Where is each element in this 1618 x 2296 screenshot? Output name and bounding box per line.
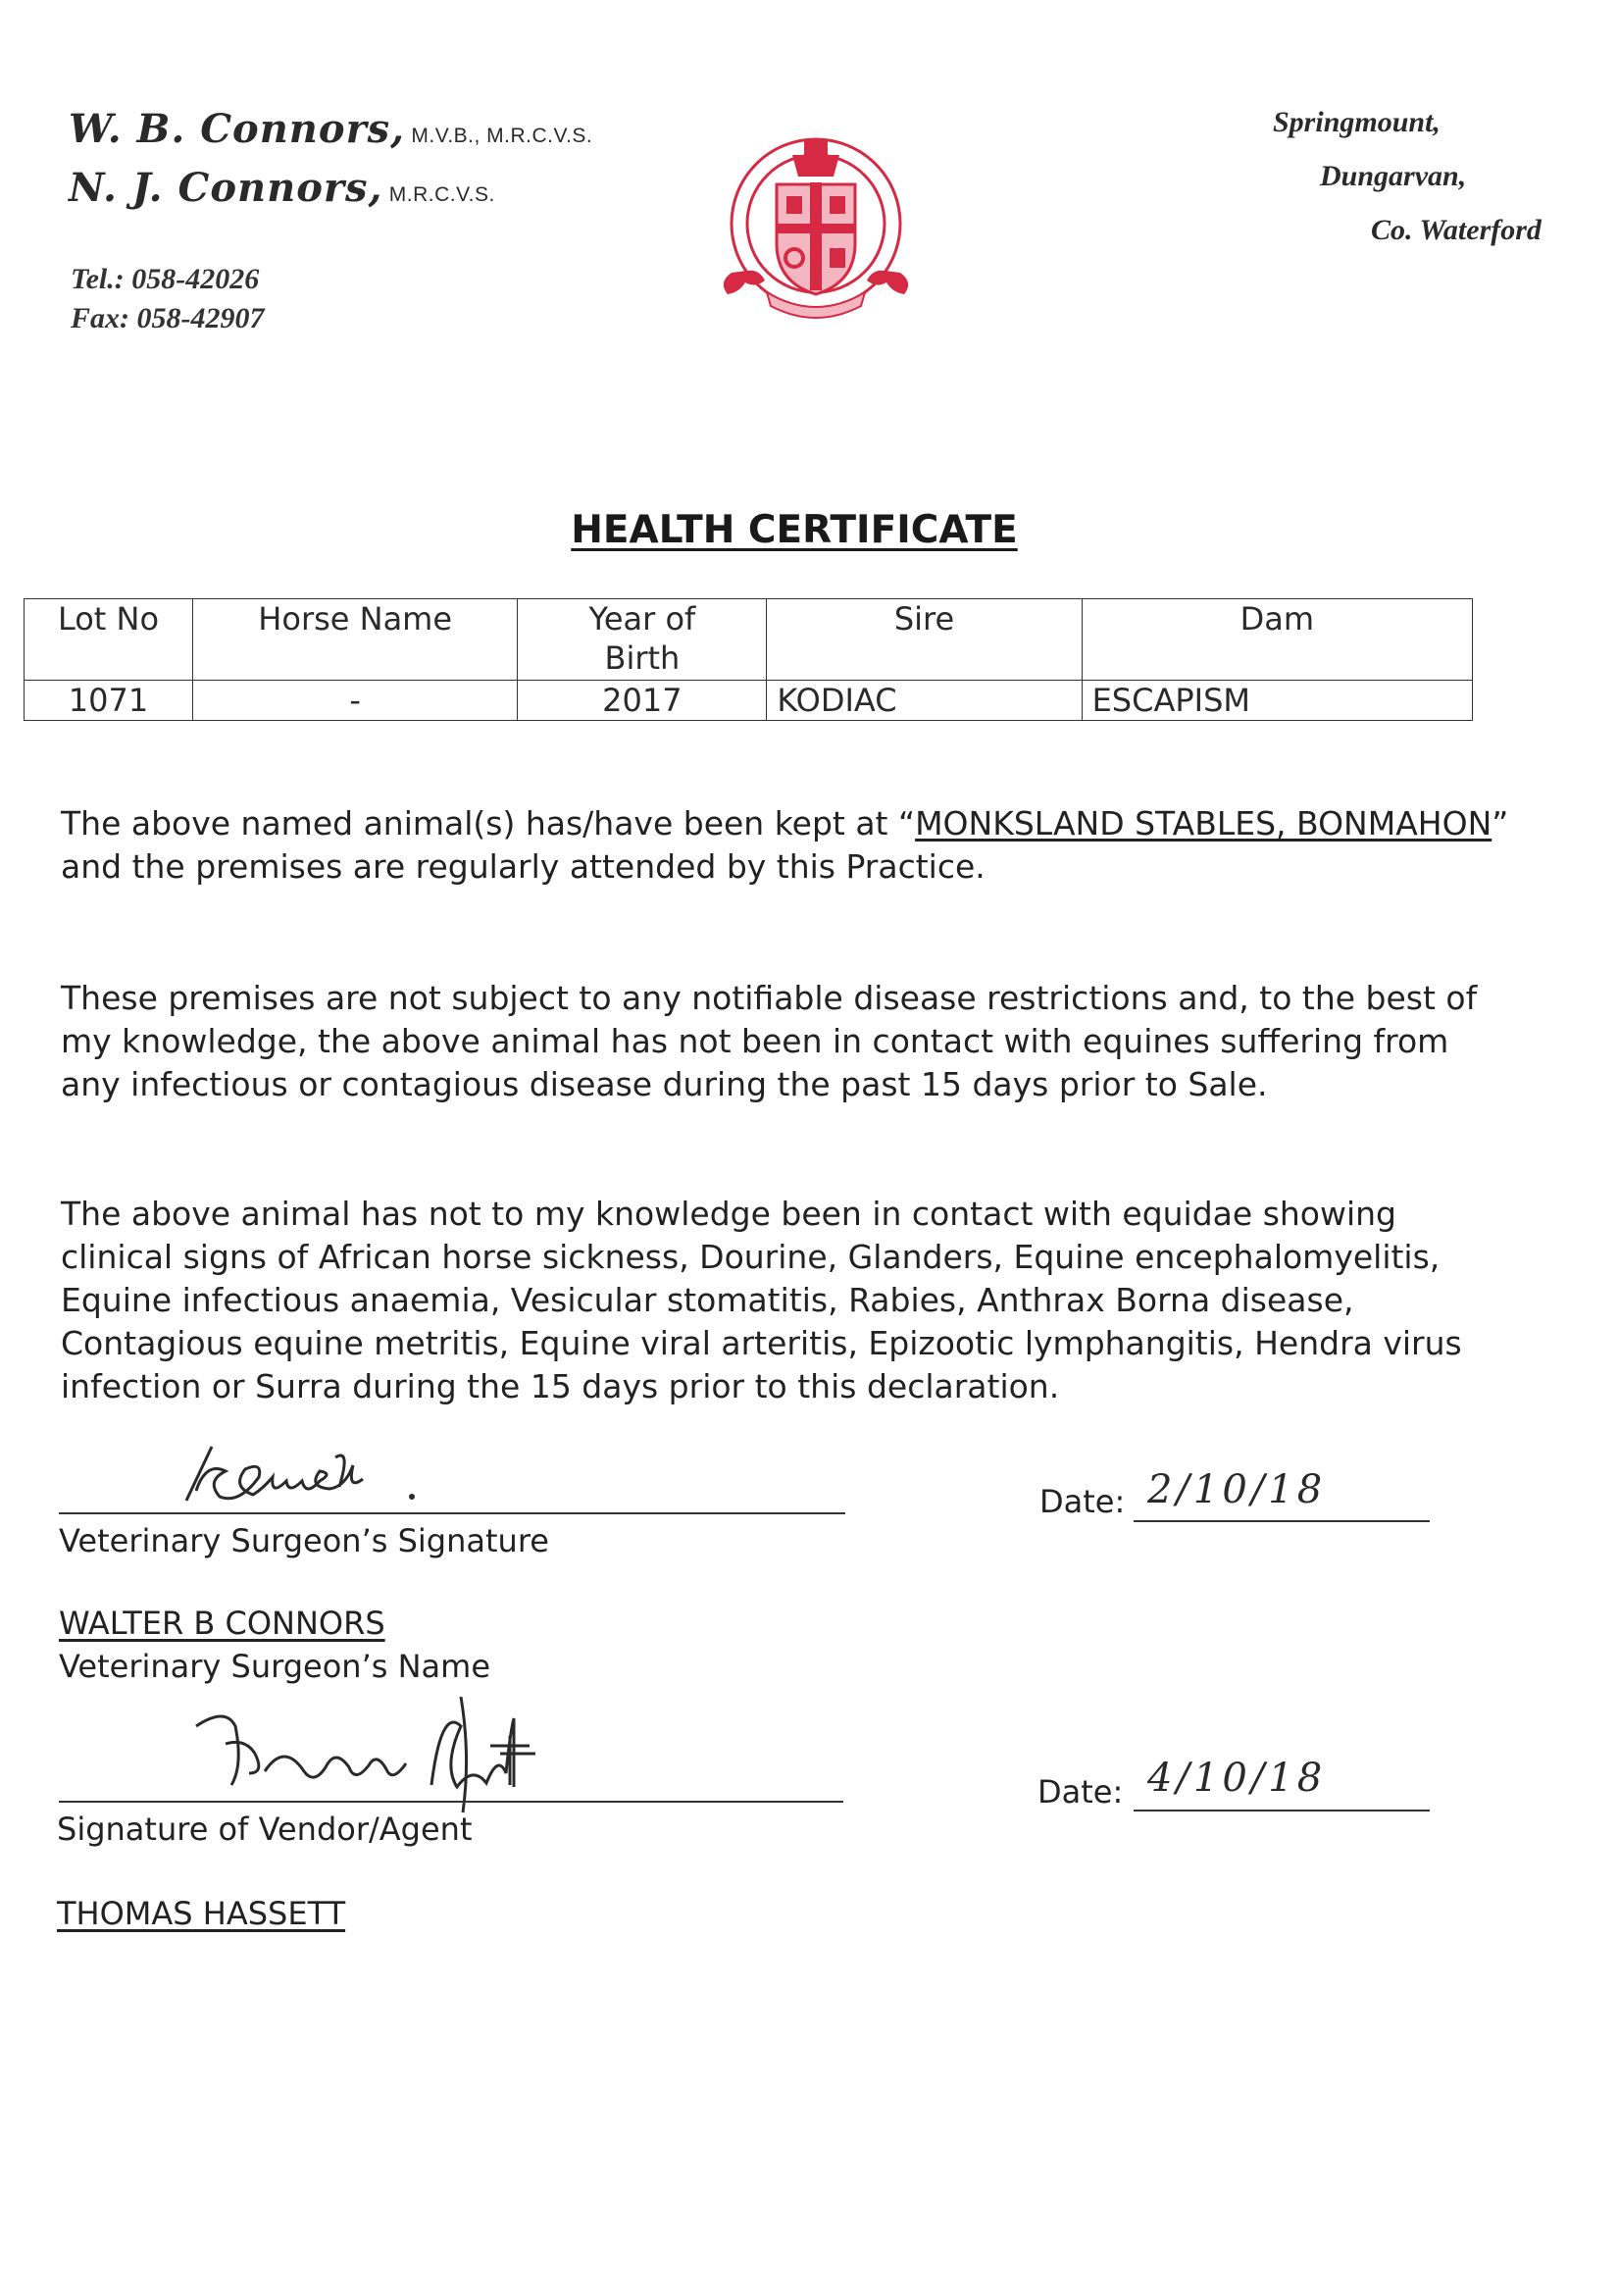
vendor-signature-label: Signature of Vendor/Agent [57,1811,473,1848]
address-line-1: Springmount, [1273,106,1441,138]
header-year-of-birth: Year of Birth [518,599,767,681]
cell-lot-no: 1071 [25,681,193,721]
premises-text-before: The above named animal(s) has/have been kept at “ [61,804,916,842]
vet-2-heading [69,165,495,211]
cell-dam: ESCAPISM [1082,681,1472,721]
cell-year-of-birth: 2017 [518,681,767,721]
vendor-agent-signature [186,1697,598,1814]
table-header-row [25,599,1473,681]
address-line-3: Co. Waterford [1371,214,1542,246]
practice-crest-logo [708,126,924,330]
vendor-date-value: 4/10/18 [1147,1756,1327,1801]
horse-details-table [24,598,1473,721]
vet-printed-name: WALTER B CONNORS [59,1605,385,1642]
vet-date-line [1134,1520,1430,1522]
cell-horse-name: - [192,681,517,721]
header-horse-name: Horse Name [192,599,517,681]
vet-name-label: Veterinary Surgeon’s Name [59,1648,490,1685]
header-sire: Sire [767,599,1082,681]
vet-date-value: 2/10/18 [1147,1467,1327,1512]
vendor-printed-name: THOMAS HASSETT [57,1895,346,1932]
disease-restrictions-paragraph: These premises are not subject to any notifiable disease restrictions and, to the best of my knowledge, the above animal has not been in contact with equines suffering from any infectious or contagious disease during the past 15 days prior to Sale. [61,979,1478,1103]
header-lot-no: Lot No [25,599,193,681]
vendor-date-label: Date: [1037,1773,1124,1811]
cell-sire: KODIAC [767,681,1082,721]
premises-name: MONKSLAND STABLES, BONMAHON [915,804,1492,842]
vet-2-qualifications: M.R.C.V.S. [382,183,495,206]
vet-signature-label: Veterinary Surgeon’s Signature [59,1522,549,1559]
document-title: HEALTH CERTIFICATE [571,508,1018,552]
vendor-date-line [1134,1810,1430,1811]
vet-1-name: W. B. Connors, [69,106,406,152]
telephone-number: Tel.: 058-42026 [71,263,260,295]
premises-text-after: ” and the premises are regularly attended by this Practice. [61,804,1509,886]
header-dam: Dam [1082,599,1472,681]
address-line-2: Dungarvan, [1320,160,1467,192]
vet-1-qualifications: M.V.B., M.R.C.V.S. [405,125,593,147]
vet-signature-line [59,1512,845,1514]
premises-paragraph [61,802,1512,889]
equidae-contact-paragraph: The above animal has not to my knowledge been in contact with equidae showing clinical signs of African horse sickness, Dourine, Glanders, Equine encephalomyelitis, Equine infectious anaemia, Vesicular stomatitis, Rabies, Anthrax Borna disease, Contagious equine metritis, Equine viral arteritis, Epizootic lymphangitis, Hendra virus infection or Surra during the 15 days prior to this declaration. [61,1195,1462,1405]
table-row [25,681,1473,721]
vendor-signature-line [59,1801,843,1803]
veterinary-surgeon-signature [147,1432,471,1510]
vet-1-heading [69,106,592,152]
vet-date-label: Date: [1039,1483,1126,1520]
vet-2-name: N. J. Connors, [69,165,383,211]
fax-number: Fax: 058-42907 [71,302,265,334]
